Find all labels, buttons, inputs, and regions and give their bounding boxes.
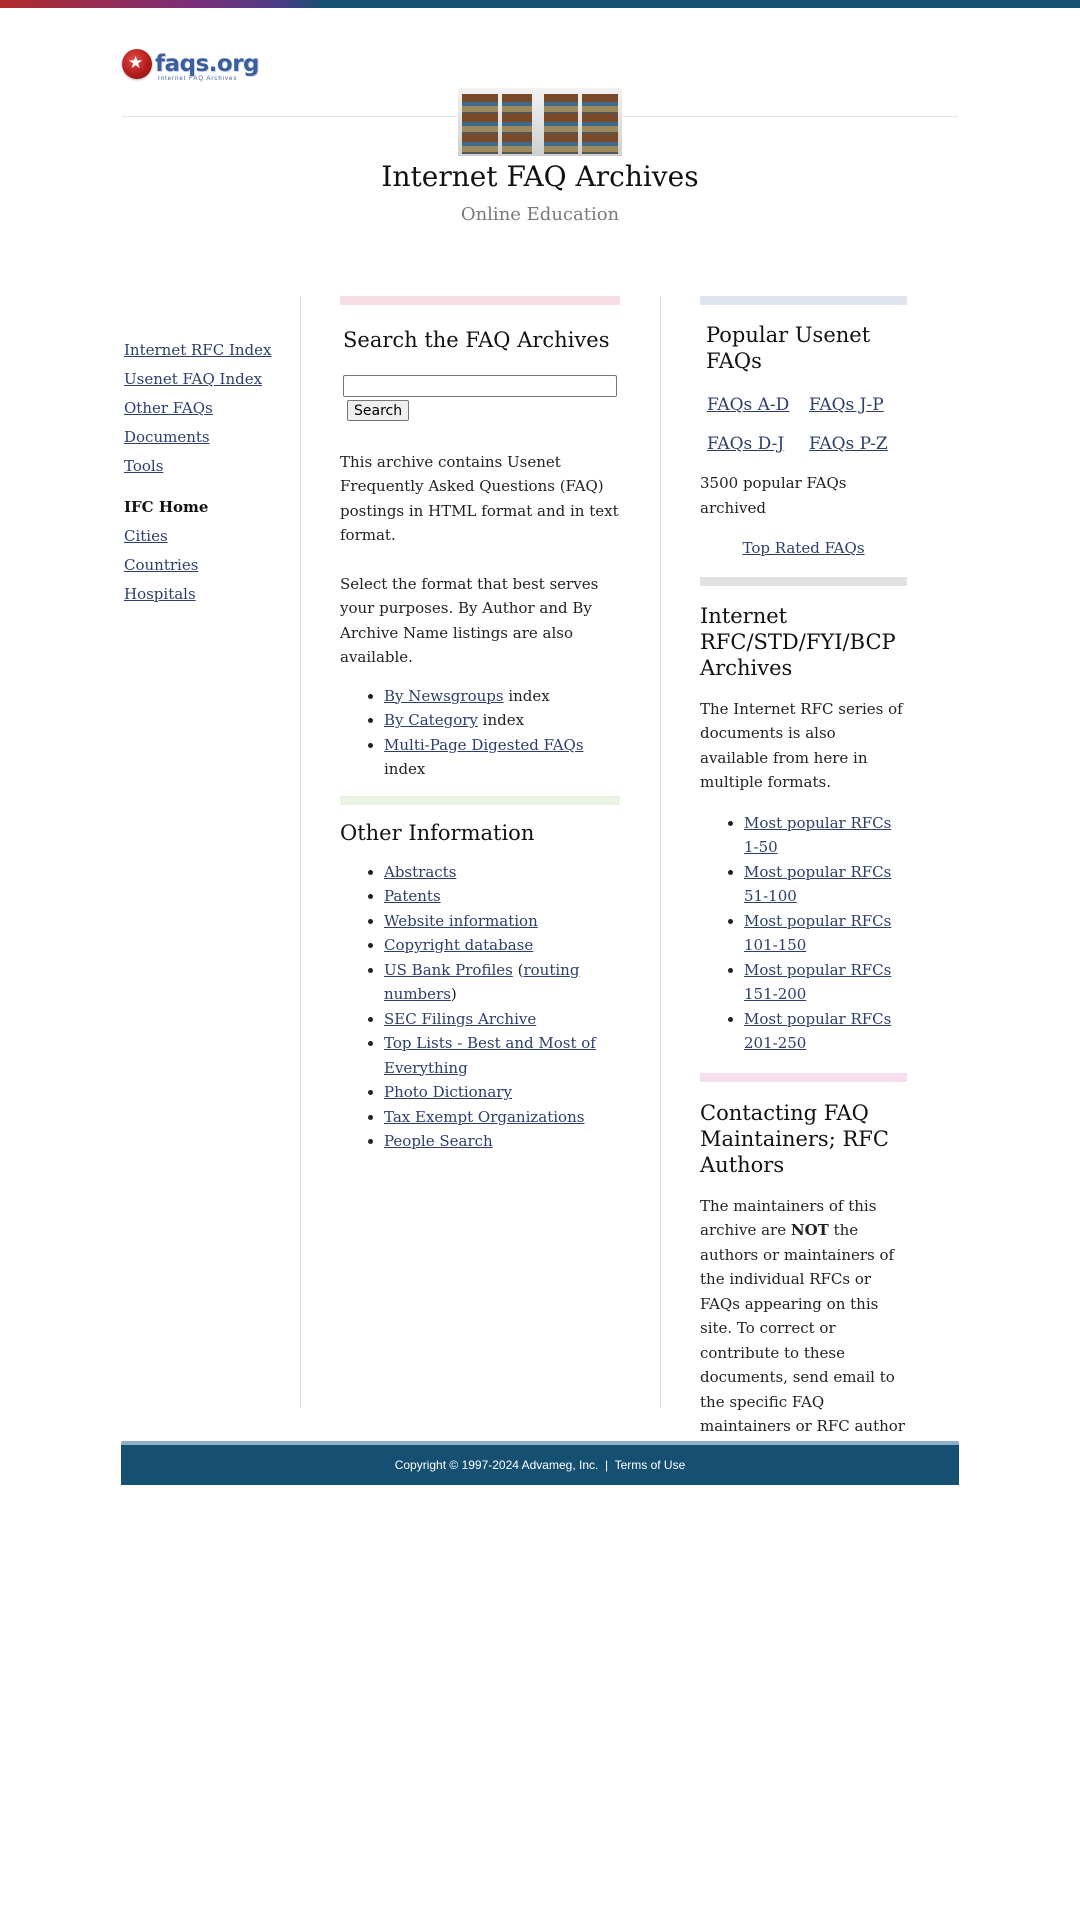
website-information-link[interactable]: Website information	[384, 911, 538, 930]
nav-countries[interactable]: Countries	[124, 556, 199, 574]
contact-paragraph: The maintainers of this archive are NOT the authors or maintainers of the individual RFCs or FAQs appearing on this site. To correct or contribute to these documents, send email to the specific FAQ maintainers or RFC author	[700, 1196, 905, 1435]
column-divider-left	[300, 296, 301, 1408]
list-item	[384, 1007, 620, 1032]
faq-count-text: 3500 popular FAQs archived	[700, 474, 847, 517]
list-item	[384, 933, 620, 958]
logo-tagline: Internet FAQ Archives	[158, 76, 238, 82]
faqs-d-j-link[interactable]: FAQs D-J	[707, 434, 785, 454]
footer	[121, 1441, 959, 1485]
section-bar	[340, 296, 620, 305]
site-logo[interactable]	[122, 46, 259, 82]
rfc-heading: Internet RFC/STD/FYI/BCP Archives	[700, 603, 896, 680]
people-search-link[interactable]: People Search	[384, 1132, 493, 1150]
list-item	[744, 909, 907, 958]
about-paragraph-2: Select the format that best serves your purposes. By Author and By Archive Name listings are also available.	[340, 574, 599, 666]
column-divider-right	[660, 296, 661, 1408]
nav-internet-rfc-index[interactable]: Internet RFC Index	[124, 341, 272, 359]
copyright-text: Copyright © 1997-2024 Advameg, Inc.	[394, 1458, 599, 1472]
photo-dictionary-link[interactable]: Photo Dictionary	[384, 1083, 512, 1101]
list-item	[384, 1129, 620, 1154]
tax-exempt-link[interactable]: Tax Exempt Organizations	[384, 1107, 585, 1126]
list-item	[384, 1105, 620, 1130]
about-paragraph-1: This archive contains Usenet Frequently Asked Questions (FAQ) postings in HTML format and in text format.	[340, 452, 619, 544]
list-item	[744, 860, 907, 909]
list-item	[384, 909, 620, 934]
by-category-link[interactable]: By Category	[384, 711, 478, 729]
list-item	[384, 860, 620, 885]
section-bar	[700, 296, 907, 305]
list-item	[384, 884, 620, 909]
section-bar	[340, 796, 620, 805]
rfc-51-100-link[interactable]: Most popular RFCs 51-100	[744, 862, 892, 905]
footer-separator: |	[605, 1458, 609, 1472]
nav-tools[interactable]: Tools	[124, 457, 164, 475]
us-bank-profiles-link[interactable]: US Bank Profiles	[384, 960, 513, 979]
left-navigation	[124, 336, 294, 609]
terms-of-use-link[interactable]: Terms of Use	[614, 1458, 686, 1472]
section-bar	[700, 1073, 907, 1082]
search-button[interactable]: Search	[347, 400, 409, 421]
routing-numbers-link[interactable]: routing numbers	[384, 960, 580, 1003]
patents-link[interactable]: Patents	[384, 887, 441, 905]
rfc-list	[700, 811, 907, 1056]
copyright-database-link[interactable]: Copyright database	[384, 936, 534, 954]
format-list	[340, 684, 620, 782]
list-item	[384, 1080, 620, 1105]
logo-emblem-icon	[122, 49, 152, 79]
popular-faqs-heading: Popular Usenet FAQs	[706, 323, 871, 373]
rfc-1-50-link[interactable]: Most popular RFCs 1-50	[744, 813, 892, 856]
multi-page-digested-link[interactable]: Multi-Page Digested FAQs	[384, 735, 584, 754]
top-rated-faqs-link[interactable]: Top Rated FAQs	[742, 539, 865, 557]
main-column	[340, 296, 620, 1154]
faqs-j-p-link[interactable]: FAQs J-P	[809, 395, 884, 415]
nav-cities[interactable]: Cities	[124, 527, 168, 545]
list-item	[744, 1007, 907, 1056]
right-column	[700, 296, 907, 1488]
list-item	[744, 811, 907, 860]
rfc-151-200-link[interactable]: Most popular RFCs 151-200	[744, 960, 892, 1003]
search-heading: Search the FAQ Archives	[343, 328, 610, 352]
faqs-p-z-link[interactable]: FAQs P-Z	[809, 434, 888, 454]
rfc-101-150-link[interactable]: Most popular RFCs 101-150	[744, 911, 892, 954]
by-newsgroups-link[interactable]: By Newsgroups	[384, 686, 504, 705]
search-input[interactable]	[343, 375, 617, 397]
list-item: • By Newsgroups index	[384, 684, 620, 709]
nav-hospitals[interactable]: Hospitals	[124, 585, 196, 603]
nav-other-faqs[interactable]: Other FAQs	[124, 399, 213, 417]
abstracts-link[interactable]: Abstracts	[384, 862, 457, 881]
list-item	[384, 1031, 620, 1080]
rfc-201-250-link[interactable]: Most popular RFCs 201-250	[744, 1009, 892, 1052]
bookshelves-banner-image	[458, 88, 622, 156]
page-subtitle: Online Education	[460, 204, 620, 225]
logo-text: faqs.org	[155, 51, 260, 77]
other-info-heading: Other Information	[340, 820, 535, 845]
search-form	[343, 375, 620, 423]
popular-faqs-links	[707, 390, 907, 459]
list-item	[744, 958, 907, 1007]
list-item: • By Category index	[384, 708, 620, 733]
faqs-a-d-link[interactable]: FAQs A-D	[707, 395, 790, 415]
nav-ifc-home-heading: IFC Home	[124, 498, 209, 516]
list-item: • Multi-Page Digested FAQs index	[384, 733, 620, 782]
section-bar	[700, 577, 907, 586]
nav-usenet-faq-index[interactable]: Usenet FAQ Index	[124, 370, 263, 388]
contact-heading: Contacting FAQ Maintainers; RFC Authors	[700, 1100, 889, 1177]
list-item: • US Bank Profiles (routing numbers)	[384, 958, 620, 1007]
top-color-bar	[0, 0, 1080, 8]
other-info-list	[340, 860, 620, 1154]
sec-filings-link[interactable]: SEC Filings Archive	[384, 1009, 537, 1028]
nav-documents[interactable]: Documents	[124, 428, 210, 446]
top-lists-link[interactable]: Top Lists - Best and Most of Everything	[384, 1034, 596, 1077]
page-title: Internet FAQ Archives	[381, 160, 699, 193]
rfc-paragraph: The Internet RFC series of documents is also available from here in multiple formats.	[700, 699, 903, 791]
